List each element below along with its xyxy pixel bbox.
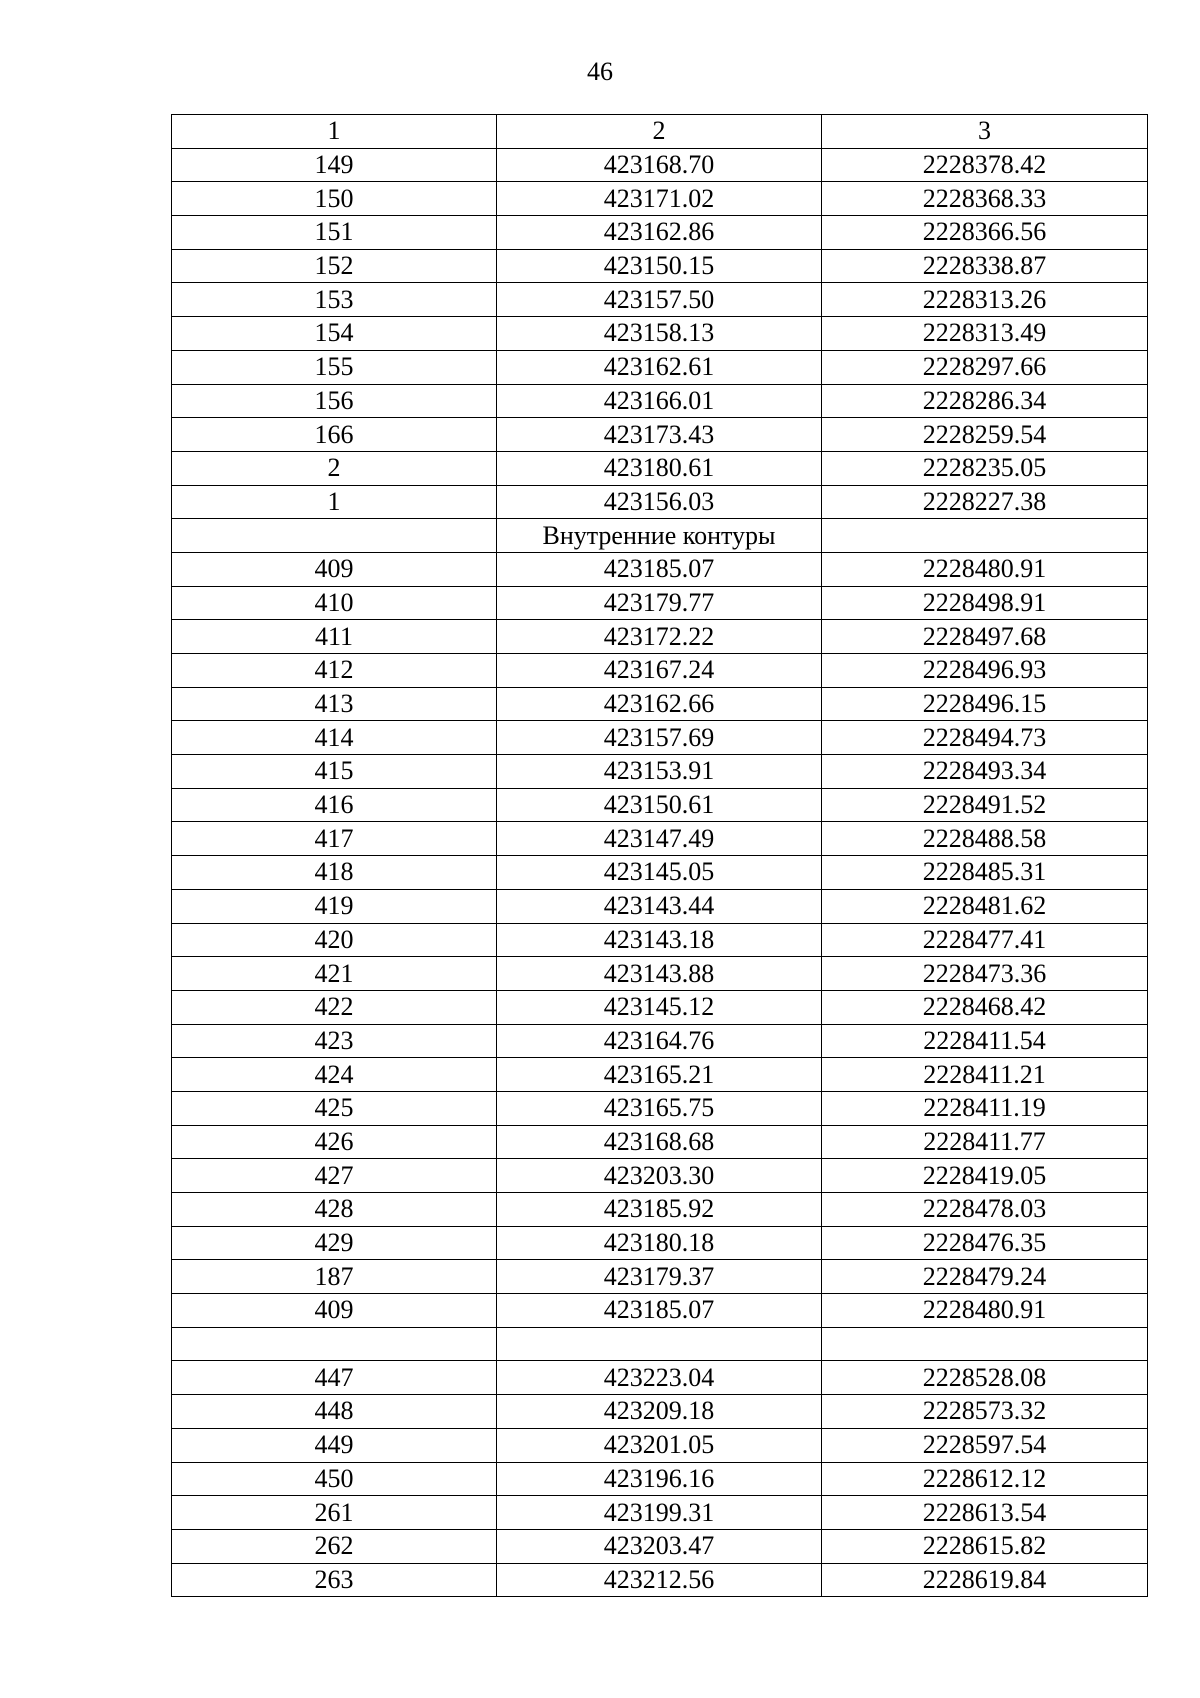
cell-y-coordinate: 2228419.05 [822, 1159, 1148, 1193]
table-row [172, 957, 1148, 991]
table-row [172, 1159, 1148, 1193]
cell-y-coordinate: 2228619.84 [822, 1563, 1148, 1597]
cell-x-coordinate: 423209.18 [497, 1395, 822, 1429]
cell-point-number: 420 [172, 923, 497, 957]
cell-point-number: 2 [172, 451, 497, 485]
cell-x-coordinate: 423162.61 [497, 350, 822, 384]
table-row [172, 923, 1148, 957]
table-row [172, 654, 1148, 688]
cell-point-number: 427 [172, 1159, 497, 1193]
cell-x-coordinate: 423173.43 [497, 418, 822, 452]
table-row [172, 721, 1148, 755]
table-body [172, 148, 1148, 1597]
cell-point-number: 263 [172, 1563, 497, 1597]
cell-y-coordinate: 2228411.21 [822, 1058, 1148, 1092]
cell-x-coordinate: 423171.02 [497, 182, 822, 216]
cell-point-number: 429 [172, 1226, 497, 1260]
cell-y-coordinate: 2228473.36 [822, 957, 1148, 991]
table-row [172, 1327, 1148, 1361]
table-row [172, 1529, 1148, 1563]
table-row [172, 1395, 1148, 1429]
table-row [172, 1125, 1148, 1159]
table-row [172, 249, 1148, 283]
cell-x-coordinate: 423143.44 [497, 889, 822, 923]
cell-x-coordinate: 423167.24 [497, 654, 822, 688]
cell-point-number: 149 [172, 148, 497, 182]
cell-y-coordinate: 2228496.93 [822, 654, 1148, 688]
table-row [172, 317, 1148, 351]
table-row [172, 1193, 1148, 1227]
header-cell-point-number: 1 [172, 115, 497, 149]
cell-y-coordinate: 2228479.24 [822, 1260, 1148, 1294]
cell-y-coordinate: 2228497.68 [822, 620, 1148, 654]
table-row [172, 1462, 1148, 1496]
table-row [172, 755, 1148, 789]
cell-x-coordinate: 423162.86 [497, 216, 822, 250]
table-row [172, 451, 1148, 485]
cell-y-coordinate: 2228313.26 [822, 283, 1148, 317]
cell-x-coordinate: 423156.03 [497, 485, 822, 519]
cell-y-coordinate: 2228227.38 [822, 485, 1148, 519]
cell-x-coordinate: 423212.56 [497, 1563, 822, 1597]
cell-x-coordinate: 423147.49 [497, 822, 822, 856]
cell-y-coordinate: 2228496.15 [822, 687, 1148, 721]
table-row [172, 687, 1148, 721]
cell-y-coordinate: 2228411.54 [822, 1024, 1148, 1058]
header-row [172, 115, 1148, 149]
cell-point-number: 421 [172, 957, 497, 991]
cell-x-coordinate: 423143.88 [497, 957, 822, 991]
cell-point-number: 448 [172, 1395, 497, 1429]
cell-y-coordinate: 2228615.82 [822, 1529, 1148, 1563]
cell-y-coordinate: 2228491.52 [822, 788, 1148, 822]
table-row [172, 1361, 1148, 1395]
cell-point-number: 449 [172, 1428, 497, 1462]
cell-y-coordinate: 2228235.05 [822, 451, 1148, 485]
cell-y-coordinate: 2228494.73 [822, 721, 1148, 755]
cell-x-coordinate: 423196.16 [497, 1462, 822, 1496]
cell-point-number: 447 [172, 1361, 497, 1395]
cell-point-number: 411 [172, 620, 497, 654]
cell-x-coordinate: 423165.21 [497, 1058, 822, 1092]
cell-y-coordinate: 2228613.54 [822, 1496, 1148, 1530]
table-row [172, 620, 1148, 654]
coordinates-table [171, 114, 1148, 1597]
table-row [172, 822, 1148, 856]
cell-point-number: 262 [172, 1529, 497, 1563]
table-row [172, 216, 1148, 250]
cell-x-coordinate: 423172.22 [497, 620, 822, 654]
cell-point-number: 150 [172, 182, 497, 216]
cell-y-coordinate: 2228528.08 [822, 1361, 1148, 1395]
cell-y-coordinate: 2228297.66 [822, 350, 1148, 384]
cell-x-coordinate: 423179.77 [497, 586, 822, 620]
cell-y-coordinate: 2228338.87 [822, 249, 1148, 283]
table-row [172, 586, 1148, 620]
cell-y-coordinate: 2228411.19 [822, 1091, 1148, 1125]
cell-y-coordinate: 2228366.56 [822, 216, 1148, 250]
cell-point-number: 417 [172, 822, 497, 856]
cell-point-number: 423 [172, 1024, 497, 1058]
cell-point-number [172, 519, 497, 553]
cell-point-number: 450 [172, 1462, 497, 1496]
cell-point-number [172, 1327, 497, 1361]
table-row [172, 418, 1148, 452]
cell-point-number: 414 [172, 721, 497, 755]
cell-x-coordinate: 423168.70 [497, 148, 822, 182]
cell-x-coordinate: 423203.47 [497, 1529, 822, 1563]
table-row [172, 1260, 1148, 1294]
cell-x-coordinate: 423153.91 [497, 755, 822, 789]
table-row [172, 1428, 1148, 1462]
cell-x-coordinate: 423185.07 [497, 1294, 822, 1328]
cell-point-number: 428 [172, 1193, 497, 1227]
cell-x-coordinate: 423223.04 [497, 1361, 822, 1395]
cell-y-coordinate [822, 519, 1148, 553]
cell-x-coordinate: 423180.61 [497, 451, 822, 485]
table-row [172, 1091, 1148, 1125]
cell-x-coordinate: 423166.01 [497, 384, 822, 418]
table-row [172, 485, 1148, 519]
cell-x-coordinate: 423199.31 [497, 1496, 822, 1530]
cell-y-coordinate: 2228478.03 [822, 1193, 1148, 1227]
table-row [172, 552, 1148, 586]
cell-point-number: 418 [172, 856, 497, 890]
cell-point-number: 152 [172, 249, 497, 283]
table-row [172, 350, 1148, 384]
header-cell-y: 3 [822, 115, 1148, 149]
cell-y-coordinate: 2228485.31 [822, 856, 1148, 890]
cell-y-coordinate: 2228498.91 [822, 586, 1148, 620]
cell-y-coordinate: 2228368.33 [822, 182, 1148, 216]
cell-x-coordinate: 423145.05 [497, 856, 822, 890]
cell-x-coordinate: 423150.15 [497, 249, 822, 283]
table-row [172, 1563, 1148, 1597]
table-row [172, 1294, 1148, 1328]
cell-point-number: 1 [172, 485, 497, 519]
cell-y-coordinate: 2228477.41 [822, 923, 1148, 957]
cell-y-coordinate [822, 1327, 1148, 1361]
table-row [172, 1226, 1148, 1260]
cell-y-coordinate: 2228612.12 [822, 1462, 1148, 1496]
cell-x-coordinate: 423145.12 [497, 990, 822, 1024]
cell-point-number: 412 [172, 654, 497, 688]
cell-x-coordinate: 423201.05 [497, 1428, 822, 1462]
cell-y-coordinate: 2228259.54 [822, 418, 1148, 452]
cell-point-number: 261 [172, 1496, 497, 1530]
cell-y-coordinate: 2228488.58 [822, 822, 1148, 856]
cell-point-number: 156 [172, 384, 497, 418]
cell-y-coordinate: 2228468.42 [822, 990, 1148, 1024]
cell-y-coordinate: 2228411.77 [822, 1125, 1148, 1159]
table-row [172, 788, 1148, 822]
cell-point-number: 153 [172, 283, 497, 317]
page-number: 46 [587, 57, 613, 86]
cell-x-coordinate: 423165.75 [497, 1091, 822, 1125]
table-header [172, 115, 1148, 149]
table-row [172, 283, 1148, 317]
cell-x-coordinate: 423150.61 [497, 788, 822, 822]
header-cell-x: 2 [497, 115, 822, 149]
table-row [172, 889, 1148, 923]
cell-y-coordinate: 2228480.91 [822, 1294, 1148, 1328]
table-row [172, 1496, 1148, 1530]
cell-y-coordinate: 2228313.49 [822, 317, 1148, 351]
cell-point-number: 413 [172, 687, 497, 721]
table-row [172, 1058, 1148, 1092]
cell-x-coordinate [497, 1327, 822, 1361]
cell-point-number: 415 [172, 755, 497, 789]
table-row [172, 856, 1148, 890]
cell-x-coordinate: 423162.66 [497, 687, 822, 721]
cell-x-coordinate: 423164.76 [497, 1024, 822, 1058]
cell-y-coordinate: 2228286.34 [822, 384, 1148, 418]
cell-point-number: 425 [172, 1091, 497, 1125]
table-row [172, 990, 1148, 1024]
cell-y-coordinate: 2228573.32 [822, 1395, 1148, 1429]
table-row [172, 148, 1148, 182]
cell-x-coordinate: 423185.92 [497, 1193, 822, 1227]
cell-y-coordinate: 2228597.54 [822, 1428, 1148, 1462]
cell-point-number: 409 [172, 552, 497, 586]
cell-x-coordinate: 423143.18 [497, 923, 822, 957]
table-row [172, 182, 1148, 216]
cell-point-number: 166 [172, 418, 497, 452]
cell-y-coordinate: 2228481.62 [822, 889, 1148, 923]
cell-point-number: 419 [172, 889, 497, 923]
cell-point-number: 422 [172, 990, 497, 1024]
cell-point-number: 424 [172, 1058, 497, 1092]
table-row [172, 519, 1148, 553]
cell-point-number: 151 [172, 216, 497, 250]
cell-y-coordinate: 2228378.42 [822, 148, 1148, 182]
cell-x-coordinate: Внутренние контуры [497, 519, 822, 553]
cell-x-coordinate: 423168.68 [497, 1125, 822, 1159]
cell-y-coordinate: 2228480.91 [822, 552, 1148, 586]
cell-point-number: 426 [172, 1125, 497, 1159]
cell-point-number: 416 [172, 788, 497, 822]
cell-x-coordinate: 423185.07 [497, 552, 822, 586]
table-row [172, 384, 1148, 418]
cell-point-number: 409 [172, 1294, 497, 1328]
cell-x-coordinate: 423157.50 [497, 283, 822, 317]
cell-point-number: 155 [172, 350, 497, 384]
cell-point-number: 410 [172, 586, 497, 620]
cell-x-coordinate: 423179.37 [497, 1260, 822, 1294]
cell-point-number: 187 [172, 1260, 497, 1294]
cell-x-coordinate: 423157.69 [497, 721, 822, 755]
cell-x-coordinate: 423203.30 [497, 1159, 822, 1193]
cell-x-coordinate: 423180.18 [497, 1226, 822, 1260]
cell-x-coordinate: 423158.13 [497, 317, 822, 351]
table-row [172, 1024, 1148, 1058]
cell-point-number: 154 [172, 317, 497, 351]
cell-y-coordinate: 2228476.35 [822, 1226, 1148, 1260]
cell-y-coordinate: 2228493.34 [822, 755, 1148, 789]
